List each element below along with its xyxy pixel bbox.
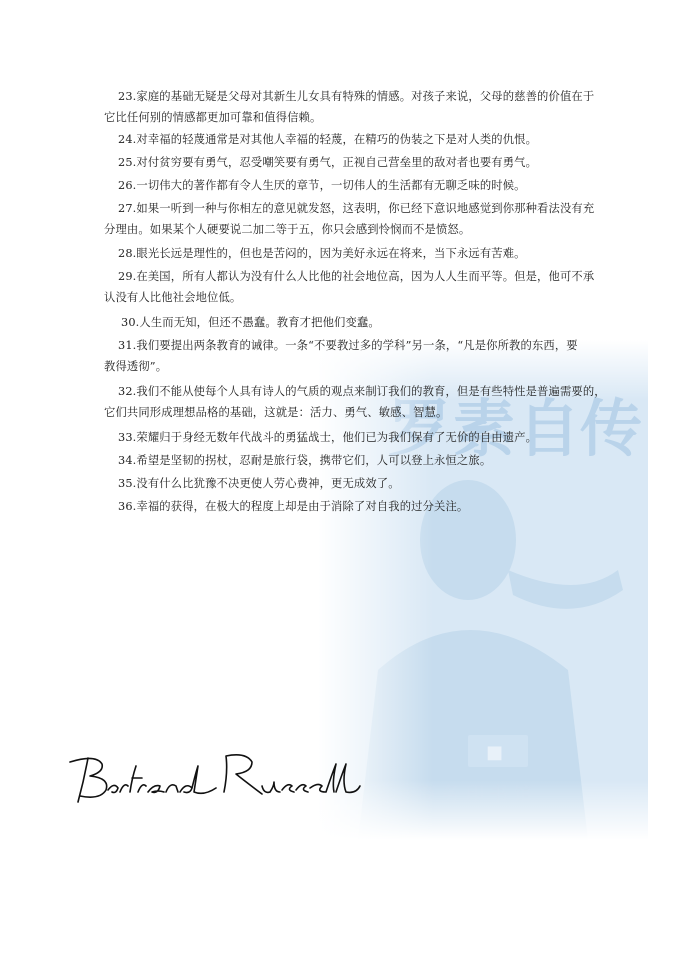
quote-line: 33.荣耀归于身经无数年代战斗的勇猛战士，他们已为我们保有了无价的自由遗产。 (118, 431, 538, 444)
quote-item-30 (104, 312, 620, 333)
quote-line: 29.在美国，所有人都认为没有什么人比他的社会地位高，因为人人生而平等。但是，他可不承 (118, 270, 595, 283)
quote-item-31 (104, 335, 620, 377)
quote-item-29 (104, 266, 620, 308)
quote-item-28 (104, 243, 620, 264)
quote-line: 35.没有什么比犹豫不决更使人劳心费神，更无成效了。 (118, 477, 400, 490)
quote-line: 25.对付贫穷要有勇气，忍受嘲笑要有勇气，正视自己营垒里的敌对者也要有勇气。 (118, 156, 538, 169)
quote-item-27 (104, 198, 620, 240)
quote-item-32 (104, 381, 620, 423)
quote-line: 27.如果一听到一种与你相左的意见就发怒，这表明，你已经下意识地感觉到你那种看法没有充 (118, 202, 595, 215)
quote-line: 它们共同形成理想品格的基础，这就是：活力、勇气、敏感、智慧。 (104, 406, 448, 419)
signature-image (66, 752, 362, 810)
quote-line: 24.对幸福的轻蔑通常是对其他人幸福的轻蔑，在精巧的伪装之下是对人类的仇恨。 (118, 133, 538, 146)
quote-item-24 (104, 129, 620, 150)
quote-line: 认没有人比他社会地位低。 (104, 291, 242, 304)
quote-line: 36.幸福的获得，在极大的程度上却是由于消除了对自我的过分关注。 (118, 500, 469, 513)
quote-item-35 (104, 473, 620, 494)
quote-line: 28.眼光长远是理性的，但也是苦闷的，因为美好永远在将来，当下永远有苦难。 (118, 247, 526, 260)
quote-item-23 (104, 86, 620, 128)
quote-line: 分理由。如果某个人硬要说二加二等于五，你只会感到怜悯而不是愤怒。 (104, 223, 471, 236)
quote-item-34 (104, 450, 620, 471)
quote-item-36 (104, 496, 620, 517)
quote-item-26 (104, 175, 620, 196)
quote-line: 26.一切伟大的著作都有令人生厌的章节，一切伟人的生活都有无聊乏味的时候。 (118, 179, 526, 192)
quote-line: 32.我们不能从使每个人具有诗人的气质的观点来制订我们的教育，但是有些特性是普遍需要的， (118, 385, 606, 398)
quote-item-25 (104, 152, 620, 173)
quote-line: 教得透彻”。 (104, 360, 168, 373)
quote-item-33 (104, 427, 620, 448)
quote-line: 34.希望是坚韧的拐杖，忍耐是旅行袋，携带它们，人可以登上永恒之旅。 (118, 454, 492, 467)
quote-line: 30.人生而无知，但还不愚蠢。教育才把他们变蠢。 (121, 316, 380, 329)
quote-line: 23.家庭的基础无疑是父母对其新生儿女具有特殊的情感。对孩子来说，父母的慈善的价值在于 (118, 90, 595, 103)
quote-line: 31.我们要提出两条教育的诫律。一条“不要教过多的学科”另一条，“凡是你所教的东西，要 (118, 339, 578, 352)
quote-line: 它比任何别的情感都更加可靠和值得信赖。 (104, 111, 322, 124)
